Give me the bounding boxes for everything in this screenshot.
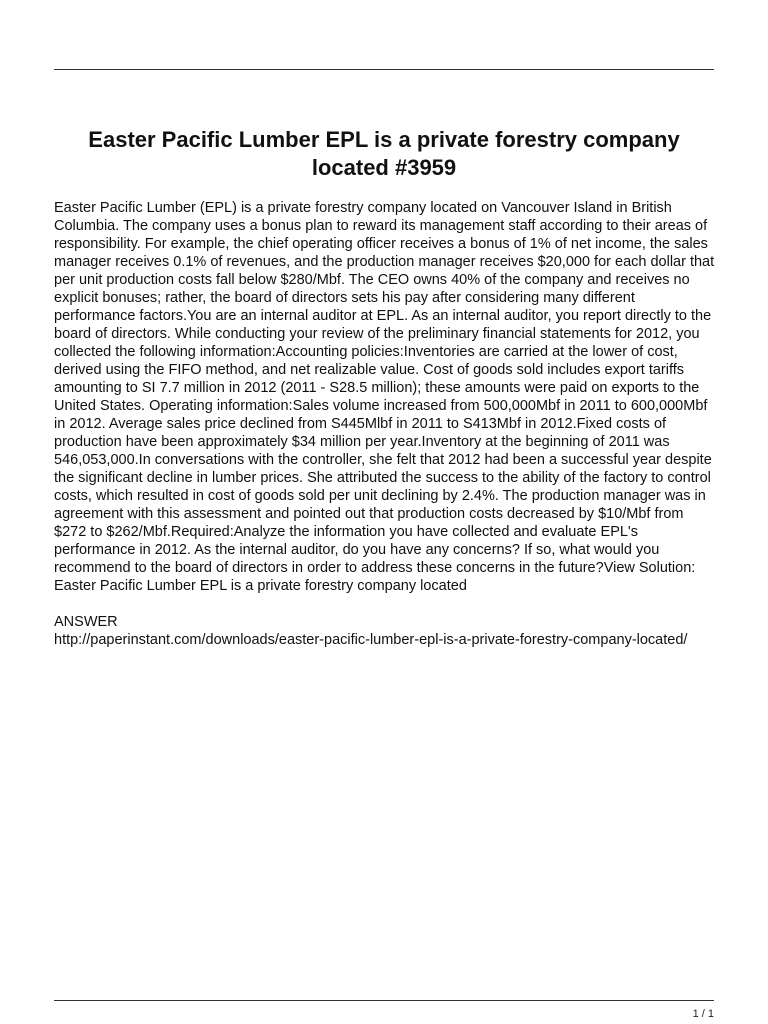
page-number: 1 / 1 [692,1008,714,1020]
document-title: Easter Pacific Lumber EPL is a private forestry company located #3959 [88,127,680,180]
header-divider [54,69,714,70]
answer-label: ANSWER [54,614,118,630]
body-paragraph: Easter Pacific Lumber (EPL) is a private forestry company located on Vancouver Island in British Columbia. The company uses a bonus plan to reward its management staff according to their areas of responsibility. For example, the chief operating officer receives a bonus of 1% of net income, the sales manager receives 0.1% of revenues, and the production manager receives $20,000 for each dollar that per unit production costs fall below $280/Mbf. The CEO owns 40% of the company and receives no explicit bonuses; rather, the board of directors sets his pay after considering many different performance factors.You are an internal auditor at EPL. As an internal auditor, you report directly to the board of directors. While conducting your review of the preliminary financial statements for 2012, you collected the following information:Accounting policies:Inventories are carried at the lower of cost, derived using the FIFO method, and net realizable value. Cost of goods sold includes export tariffs amounting to SI 7.7 million in 2012 (2011 - S28.5 million); these amounts were paid on exports to the United States. Operating information:Sales volume increased from 500,000Mbf in 2011 to 600,000Mbf in 2012. Average sales price declined from S445Mlbf in 2011 to S413Mbf in 2012.Fixed costs of production have been approximately $34 million per year.Inventory at the beginning of 2011 was 546,053,000.In conversations with the controller, she felt that 2012 had been a successful year despite the significant decline in lumber prices. She attributed the success to the ability of the factory to control costs, which resulted in cost of goods sold per unit declining by 2.4%. The production manager was in agreement with this assessment and pointed out that production costs decreased by $10/Mbf from $272 to $262/Mbf.Required:Analyze the information you have collected and evaluate EPL's performance in 2012. As the internal auditor, do you have any concerns? If so, what would you recommend to the board of directors in order to address these concerns in the future?View Solution: [54,200,715,576]
spacer [54,595,716,613]
solution-line: Easter Pacific Lumber EPL is a private forestry company located [54,578,467,594]
footer-divider [54,1000,714,1001]
document-body [54,199,716,649]
answer-link[interactable]: http://paperinstant.com/downloads/easter-pacific-lumber-epl-is-a-private-forestry-company-located/ [54,632,688,648]
